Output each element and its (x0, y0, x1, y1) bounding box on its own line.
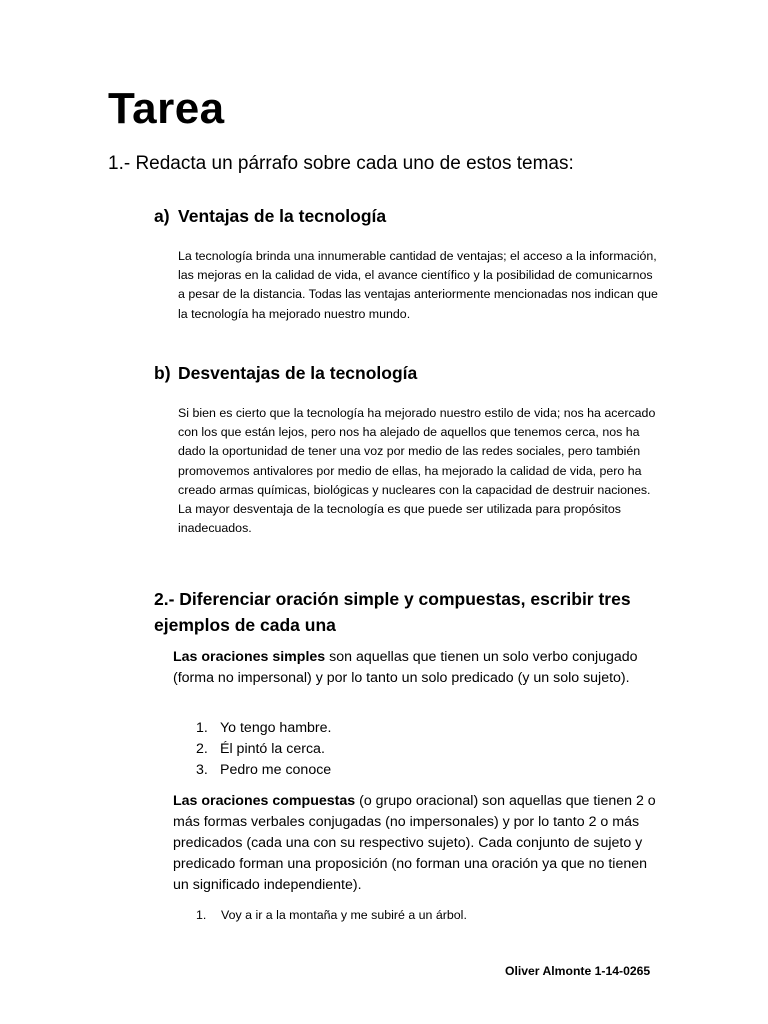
section-a-title: Ventajas de la tecnología (178, 206, 387, 226)
simple-sentences-paragraph (173, 647, 663, 689)
section-b-heading (154, 363, 417, 384)
compound-sentences-paragraph (173, 791, 663, 896)
list-item: 1. Voy a ir a la montaña y me subiré a un árbol. (196, 908, 467, 922)
document-title: Tarea (108, 84, 225, 133)
section-a-heading (154, 206, 386, 227)
list-item: 3. Pedro me conoce (196, 762, 332, 778)
task-1-instruction: 1.- Redacta un párrafo sobre cada uno de estos temas: (108, 153, 574, 174)
simple-sentences-definition: son aquellas que tienen un solo verbo conjugado (forma no impersonal) y por lo tanto un solo predicado (y un solo sujeto). (173, 649, 638, 686)
list-item: 2. Él pintó la cerca. (196, 741, 325, 757)
compound-sentences-term: Las oraciones compuestas (173, 793, 356, 809)
compound-examples-list (196, 906, 467, 925)
section-b-letter: b) (154, 363, 171, 383)
section-b-title: Desventajas de la tecnología (178, 363, 418, 383)
section-a-paragraph: La tecnología brinda una innumerable cantidad de ventajas; el acceso a la información, las mejoras en la calidad de vida, el avance científico y la posibilidad de comunicarnos a pesar de la distancia. Todas las ventajas anteriormente mencionadas nos indican que la tecnología ha mejorado nuestro mundo. (178, 249, 658, 321)
list-item: 1. Yo tengo hambre. (196, 720, 332, 736)
simple-examples-list (196, 718, 331, 781)
simple-sentences-term: Las oraciones simples (173, 649, 326, 665)
section-a-letter: a) (154, 206, 170, 226)
compound-sentences-definition: (o grupo oracional) son aquellas que tienen 2 o más formas verbales conjugadas (no impersonales) y por lo tanto 2 o más predicados (cada una con su respectivo sujeto). Cada conjunto de sujeto y predicado forman una proposición (no forman una oración ya que no tienen un significado independiente). (173, 793, 656, 893)
author-footer: Oliver Almonte 1-14-0265 (505, 964, 651, 978)
section-b-paragraph: Si bien es cierto que la tecnología ha mejorado nuestro estilo de vida; nos ha acercado con los que están lejos, pero nos ha alejado de aquellos que tenemos cerca, nos ha dado la oportunidad de tener una voz por medio de las redes sociales, pero también promovemos antivalores por medio de ellas, ha mejorado la calidad de vida, pero ha creado armas químicas, biológicas y nucleares con la capacidad de destruir naciones. La mayor desventaja de la tecnología es que puede ser utilizada para propósitos inadecuados. (178, 406, 656, 536)
task-2-heading: 2.- Diferenciar oración simple y compuestas, escribir tres ejemplos de cada una (154, 589, 631, 635)
